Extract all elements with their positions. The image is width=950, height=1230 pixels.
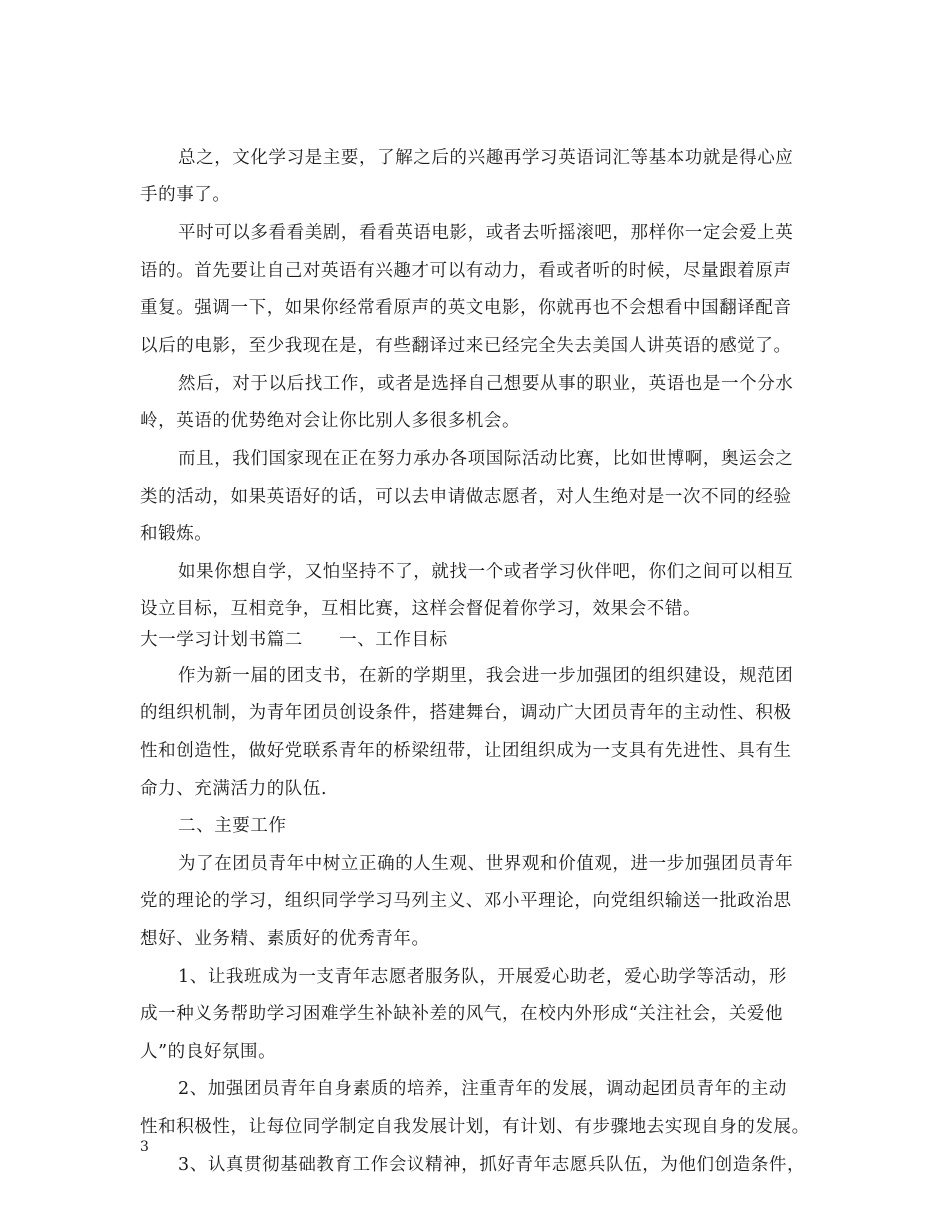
text-line: 1、让我班成为一支青年志愿者服务队，开展爱心助老，爱心助学等活动，形 xyxy=(178,967,788,987)
text-line: 手的事了。 xyxy=(140,185,231,205)
text-line: 党的理论的学习，组织同学学习马列主义、邓小平理论，向党组织输送一批政治思 xyxy=(140,891,792,911)
text-line: 设立目标，互相竞争，互相比赛，这样会督促着你学习，效果会不错。 xyxy=(140,599,702,619)
text-line: 命力、充满活力的队伍. xyxy=(140,779,328,799)
text-line: 平时可以多看看美剧，看看英语电影，或者去听摇滚吧，那样你一定会爱上英 xyxy=(178,223,794,243)
text-line: 然后，对于以后找工作，或者是选择自己想要从事的职业，英语也是一个分水 xyxy=(178,374,794,394)
text-line: 如果你想自学，又怕坚持不了，就找一个或者学习伙伴吧，你们之间可以相互 xyxy=(178,562,794,582)
text-line: 作为新一届的团支书，在新的学期里，我会进一步加强团的组织建设，规范团 xyxy=(178,666,794,686)
text-line: 语的。首先要让自己对英语有兴趣才可以有动力，看或者听的时候，尽量跟着原声 xyxy=(140,261,792,281)
text-line: 3、认真贯彻基础教育工作会议精神，抓好青年志愿兵队伍，为他们创造条件， xyxy=(178,1155,806,1175)
text-line: 类的活动，如果英语好的话，可以去申请做志愿者，对人生绝对是一次不同的经验 xyxy=(140,487,792,507)
text-line: 和锻炼。 xyxy=(140,524,213,544)
page-number: 3 xyxy=(140,1139,149,1155)
text-line: 性和创造性，做好党联系青年的桥梁纽带，让团组织成为一支具有先进性、具有生 xyxy=(140,741,792,761)
text-line: 的组织机制，为青年团员创设条件，搭建舞台，调动广大团员青年的主动性、积极 xyxy=(140,703,792,723)
text-line: 人”的良好氛围。 xyxy=(140,1042,277,1062)
text-line: 性和积极性，让每位同学制定自我发展计划，有计划、有步骤地去实现自身的发展。 xyxy=(140,1117,810,1137)
section-heading: 大一学习计划书篇二 一、工作目标 xyxy=(140,630,448,650)
text-line: 想好、业务精、素质好的优秀青年。 xyxy=(140,929,430,949)
text-line: 成一种义务帮助学习困难学生补缺补差的风气，在校内外形成“关注社会，关爱他 xyxy=(140,1004,784,1024)
subheading: 二、主要工作 xyxy=(178,816,287,836)
text-line: 2、加强团员青年自身素质的培养，注重青年的发展，调动起团员青年的主动 xyxy=(178,1079,788,1099)
text-line: 重复。强调一下，如果你经常看原声的英文电影，你就再也不会想看中国翻译配音 xyxy=(140,298,792,318)
text-line: 岭，英语的优势绝对会让你比别人多很多机会。 xyxy=(140,411,521,431)
text-line: 为了在团员青年中树立正确的人生观、世界观和价值观，进一步加强团员青年 xyxy=(178,854,794,874)
text-line: 总之，文化学习是主要，了解之后的兴趣再学习英语词汇等基本功就是得心应 xyxy=(178,148,794,168)
text-line: 而且，我们国家现在正在努力承办各项国际活动比赛，比如世博啊，奥运会之 xyxy=(178,449,794,469)
text-line: 以后的电影，至少我现在是，有些翻译过来已经完全失去美国人讲英语的感觉了。 xyxy=(140,336,792,356)
